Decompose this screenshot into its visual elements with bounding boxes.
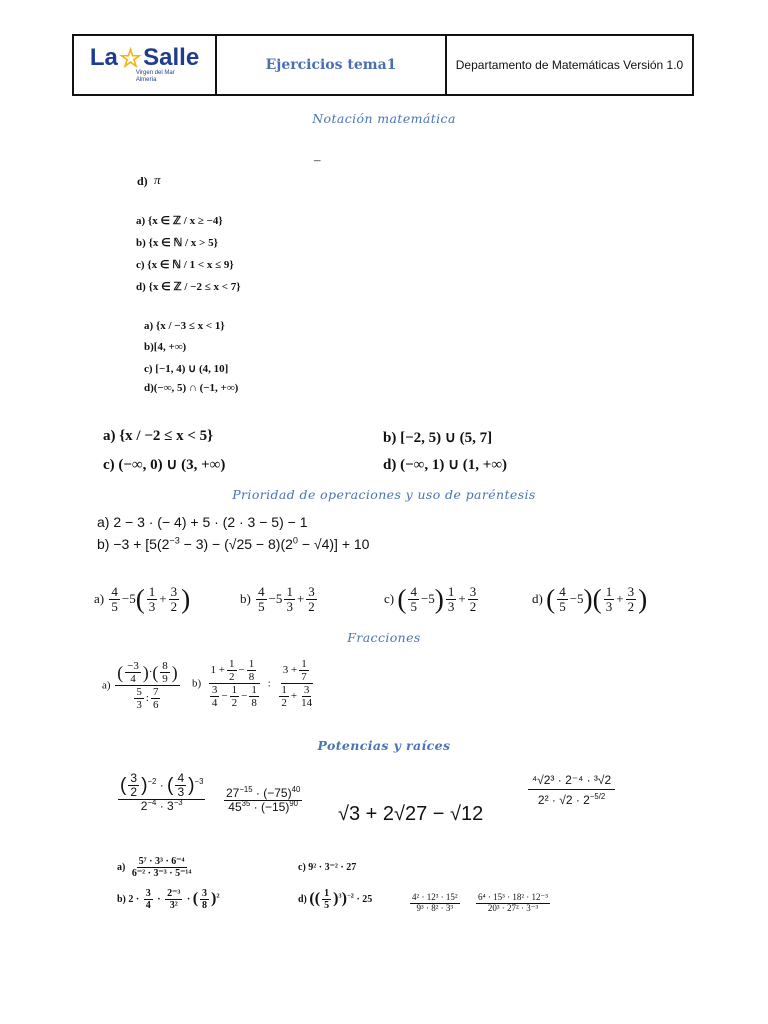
frac-num: 5⁷ · 3³ · 6⁻⁴ (138, 856, 185, 867)
frac-den: 5 (559, 599, 566, 615)
frac-den: 4 (145, 900, 151, 911)
frac-den: 3² (169, 900, 178, 911)
exponent: −3 (173, 798, 183, 808)
frac-num: 2⁻³ (167, 888, 181, 899)
term: · (−15) (250, 800, 290, 815)
interval-item-c: c) [−1, 4) ∪ (4, 10] (144, 363, 229, 375)
set-item-b: b) {x ∈ ℕ / x > 5} (136, 237, 218, 249)
frac-den: 9³ · 8² · 3³ (416, 902, 454, 913)
frac-den: 2 (627, 599, 635, 615)
frac-exercise-d: d) ( $\frac{4}{5}$ −5)( $\frac{1}{3}$ + $\frac{3}{2}$ ) (532, 583, 648, 615)
frac-den: 6⁻² · 3⁻³ · 5⁻¹⁴ (131, 868, 192, 879)
exponent: −3 (194, 776, 204, 786)
logo-text-salle: Salle (143, 44, 200, 71)
frac-den: 3 (447, 599, 455, 615)
frac-den: 8 (202, 900, 208, 911)
star-icon: ☆ (118, 43, 143, 73)
pi-symbol: π (154, 172, 161, 187)
interval-item-a: a) {x / −3 ≤ x < 1} (144, 320, 225, 332)
power-4-denominator: 2² · √2 · 2 (537, 793, 590, 808)
colon-operator: : (267, 677, 271, 690)
colon-operator: : (145, 692, 149, 705)
frac-den: 2 (281, 697, 287, 710)
power-4-numerator: ⁴√2³ · 2⁻⁴ · ³√2 (528, 772, 615, 790)
exponent: −4 (147, 798, 157, 808)
document-header (72, 34, 694, 96)
frac-den: 5 (324, 900, 330, 911)
frac-num: 4 (177, 771, 185, 785)
priority-line-a: a) 2 − 3 · (− 4) + 5 · (2 · 3 − 5) − 1 (97, 514, 308, 530)
base: 45 (228, 800, 242, 815)
frac-num: 3 (145, 888, 151, 899)
frac-den: 8 (248, 671, 255, 684)
frac-num: 4² · 12³ · 15² (412, 892, 458, 902)
frac-c-label: c) (384, 590, 395, 606)
frac-op: −5 (420, 590, 435, 606)
power-sub-f (474, 893, 552, 914)
section-title-fractions: Fracciones (347, 630, 421, 645)
minus-operator: − (221, 690, 228, 703)
exponent: 3 (338, 892, 342, 900)
priority-b-mid: − 3) − (√25 − 8)(2 (179, 536, 293, 552)
frac-den: 5 (410, 599, 417, 615)
exponent: −2 (346, 892, 354, 900)
frac-num: 1 (251, 684, 257, 697)
set-item-c: c) {x ∈ ℕ / 1 < x ≤ 9} (136, 259, 234, 271)
frac-num: 1 (229, 658, 235, 670)
logo-text-la: La (89, 44, 118, 71)
stray-dash: – (314, 152, 321, 167)
pair-item-b: b) [−2, 5) ∪ (5, 7] (383, 430, 493, 446)
frac-den: 20³ · 27² · 3⁻³ (487, 902, 539, 913)
term: 3 + (282, 664, 298, 677)
power-sub-e (408, 893, 462, 914)
term: · 3 (156, 799, 174, 814)
frac-den: 9 (162, 673, 168, 686)
frac-num: 4 (111, 584, 118, 599)
frac-num: 3 (308, 584, 315, 599)
frac-num: 1 (447, 584, 455, 599)
frac-num: 4 (410, 584, 417, 599)
logo-subtitle-2: Almería (135, 77, 157, 83)
la-salle-logo (89, 43, 200, 84)
frac-num: 3 (303, 684, 310, 697)
frac-den: 2 (170, 599, 178, 615)
frac-num: 6⁴ · 15³ · 18² · 12⁻³ (478, 892, 548, 902)
frac-den: 5 (258, 599, 265, 615)
frac-den: 3 (177, 785, 185, 800)
sub-b-label: b) 2 · (117, 894, 140, 905)
exponent: −2 (147, 776, 157, 786)
frac-den: 2 (231, 697, 238, 710)
priority-b-exp1: −3 (169, 535, 180, 546)
exponent: −15 (239, 785, 253, 794)
priority-b-end: − √4)] + 10 (297, 536, 370, 552)
frac-num: 1 (286, 584, 293, 599)
frac-num: 3 (211, 684, 218, 697)
frac-num: 1 (231, 684, 238, 697)
power-exercise-1: ( $\frac{3}{2}$ )$^{-2}$ · ( $\frac{4}{3}$ )$^{-3}$ $2^{-4} \cdot 3^{-3}$ (120, 771, 204, 814)
exponent: −5/2 (589, 792, 606, 802)
frac-den: 5 (111, 599, 118, 615)
frac-den: 4 (130, 673, 136, 686)
frac-num: 4 (258, 584, 265, 599)
frac-num: 4 (559, 584, 566, 599)
frac-den: 6 (152, 699, 159, 712)
frac-d-label: d) (532, 590, 543, 606)
pair-item-d: d) (−∞, 1) ∪ (1, +∞) (383, 457, 508, 473)
frac-den: 4 (211, 697, 218, 710)
plus-operator: + (290, 690, 298, 703)
base: 27 (226, 786, 240, 800)
frac-den: 3 (605, 599, 613, 615)
exponent: 40 (291, 785, 301, 794)
power-exercise-3: √3 + 2√27 − √12 (338, 803, 484, 825)
logo-subtitle-1: Virgen del Mar (135, 70, 175, 76)
frac-a-label: a) (94, 590, 105, 606)
power-sub-d: d) (( $\frac{1}{5}$ )$^3$)$^{-2}$ · 25 (298, 888, 373, 911)
interval-item-d: d)(−∞, 5) ∩ (−1, +∞) (144, 382, 239, 394)
pair-item-a: a) {x / −2 ≤ x < 5} (103, 428, 214, 444)
fractions-b-label: b) (192, 677, 202, 690)
power-sub-b: b) 2 · $\frac{3}{4}$ · $\frac{\text{2⁻³}}{\text{3²}}$ · ( $\frac{3}{8}$ )$^2$ (117, 888, 220, 911)
power-sub-c: c) 9² · 3⁻² · 27 (298, 862, 357, 873)
minus-operator: − (241, 690, 248, 703)
frac-exercise-a: a) $\frac{4}{5}$ −5( $\frac{1}{3}$ + $\frac{3}{2}$ ) (94, 583, 191, 615)
minus-operator: − (238, 664, 245, 677)
frac-den: 3 (286, 599, 293, 615)
department-version: Departamento de Matemáticas Versión 1.0 (455, 57, 684, 72)
frac-num: 3 (202, 888, 208, 899)
dot-operator: · (148, 666, 153, 679)
frac-num: 1 (281, 684, 287, 697)
power-exercise-2 (222, 787, 304, 814)
term: · (−75) (252, 786, 292, 800)
frac-num: 1 (605, 584, 613, 599)
frac-num: 8 (162, 660, 168, 672)
frac-den: 7 (301, 671, 307, 684)
frac-num: 1 (148, 584, 156, 599)
priority-b-start: b) −3 + [5(2 (97, 536, 170, 552)
frac-den: 14 (301, 697, 313, 710)
frac-exercise-c: c) ( $\frac{4}{5}$ −5) $\frac{1}{3}$ + $\frac{3}{2}$ (384, 583, 477, 615)
interval-item-b: b)[4, +∞) (144, 341, 187, 353)
term: 1 + (210, 664, 226, 677)
page-title: Ejercicios tema1 (217, 36, 447, 94)
frac-den: 3 (148, 599, 156, 615)
frac-num: 3 (627, 584, 635, 599)
power-exercise-4 (526, 772, 617, 807)
section-title-notation: Notación matemática (312, 111, 456, 126)
frac-num: 7 (152, 686, 159, 699)
base: 2 (140, 799, 148, 814)
frac-op: −5 (121, 590, 136, 606)
frac-num: 3 (170, 584, 178, 599)
section-title-powers: Potencias y raíces (317, 738, 451, 753)
frac-exercise-b: b) $\frac{4}{5}$ −5 $\frac{1}{3}$ + $\frac{3}{2}$ (240, 584, 315, 615)
fractions-a-label: a) (102, 679, 111, 692)
frac-num: 1 (324, 888, 330, 899)
section-title-priority: Prioridad de operaciones y uso de paréntesis (232, 487, 536, 502)
set-item-d: d) {x ∈ ℤ / −2 ≤ x < 7} (136, 281, 241, 293)
frac-op: −5 (569, 590, 584, 606)
frac-num: 1 (301, 658, 307, 670)
fractions-exercise-b (192, 658, 320, 709)
frac-den: 2 (229, 671, 235, 684)
item-d-label: d) (137, 174, 148, 188)
fractions-exercise-a: a) ( $\frac{-3}{4}$ )·( $\frac{8}{9}$ ) $\frac{5}{3}$ : $\frac{7}{6}$ (102, 660, 178, 712)
frac-den: 2 (130, 785, 138, 800)
frac-num: −3 (127, 660, 139, 672)
frac-den: 2 (469, 599, 477, 615)
frac-b-label: b) (240, 590, 251, 606)
priority-line-b (97, 536, 369, 552)
priority-b-exp2: 0 (292, 535, 298, 546)
pair-item-c: c) (−∞, 0) ∪ (3, +∞) (103, 457, 226, 473)
frac-den: 2 (308, 599, 315, 615)
frac-num: 1 (248, 658, 255, 670)
sub-a-label: a) (117, 862, 126, 873)
frac-num: 3 (469, 584, 477, 599)
set-item-a: a) {x ∈ ℤ / x ≥ −4} (136, 215, 223, 227)
power-sub-a (117, 856, 195, 879)
frac-num: 5 (136, 686, 142, 699)
frac-num: 3 (130, 771, 138, 785)
dot-operator: · (159, 777, 164, 792)
sub-d-label: d) (298, 894, 307, 905)
frac-den: 8 (251, 697, 257, 710)
exponent: 90 (289, 799, 299, 809)
sub-d-tail: · 25 (356, 894, 373, 905)
frac-den: 3 (136, 699, 142, 712)
frac-op: −5 (268, 590, 283, 606)
logo-cell (74, 36, 217, 94)
exponent: 2 (216, 892, 220, 900)
exponent: 35 (241, 799, 251, 809)
